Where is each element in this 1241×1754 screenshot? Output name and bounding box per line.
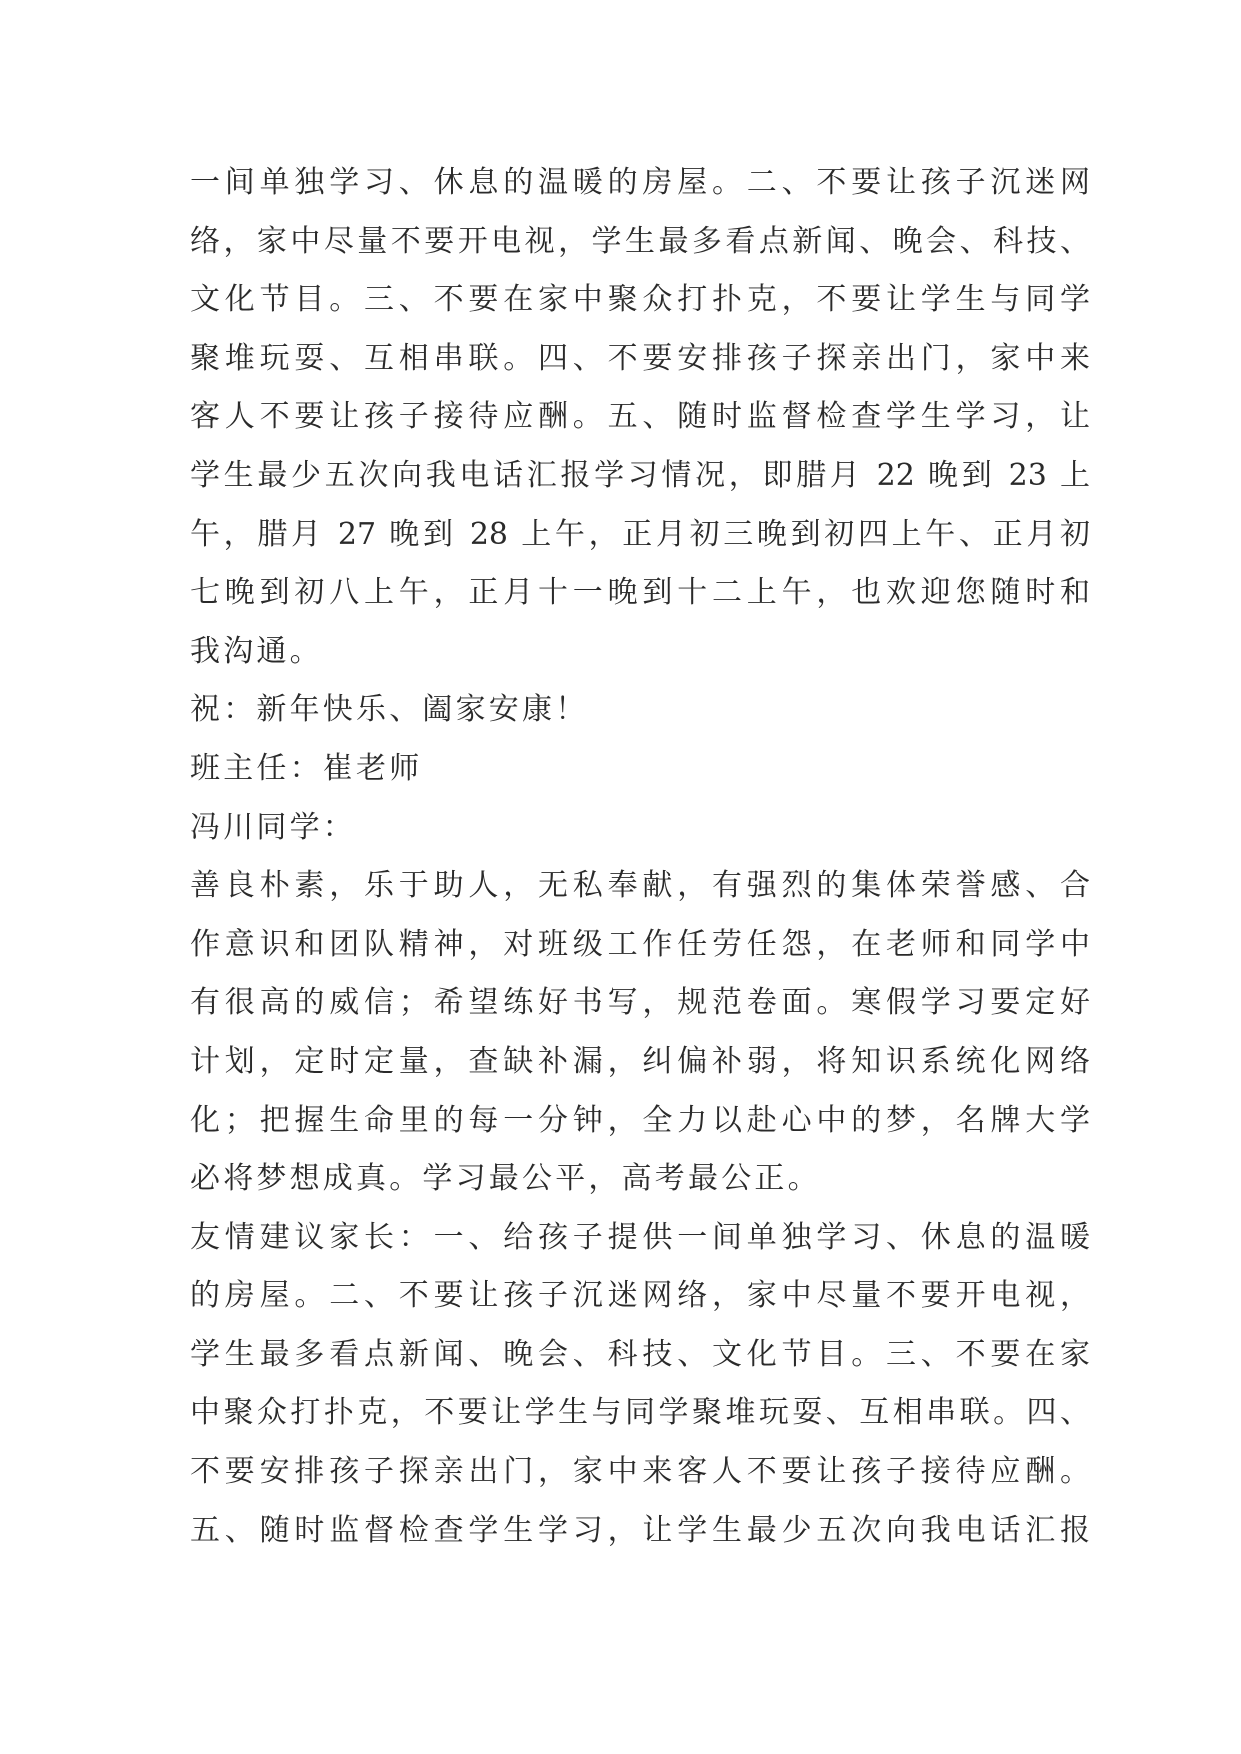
text-line-21: 学生最多看点新闻、晚会、科技、文化节目。三、不要在家: [190, 1336, 1090, 1372]
text-line-14: 作意识和团队精神，对班级工作任劳任怨，在老师和同学中: [190, 926, 1090, 962]
text-line-4: 聚堆玩耍、互相串联。四、不要安排孩子探亲出门，家中来: [190, 340, 1090, 376]
text-line-3: 文化节目。三、不要在家中聚众打扑克，不要让学生与同学: [190, 282, 1090, 318]
student-name-line: 冯川同学：: [190, 809, 356, 845]
text-line-22: 中聚众打扑克，不要让学生与同学聚堆玩耍、互相串联。四、: [190, 1395, 1090, 1431]
text-line-18: 必将梦想成真。学习最公平，高考最公正。: [190, 1161, 821, 1197]
document-body: [190, 154, 1090, 1560]
greeting-line: 祝：新年快乐、阖家安康！: [190, 692, 589, 728]
text-line-1: 一间单独学习、休息的温暖的房屋。二、不要让孩子沉迷网: [190, 165, 1090, 200]
text-line-2: 络，家中尽量不要开电视，学生最多看点新闻、晚会、科技、: [190, 223, 1090, 259]
text-line-15: 有很高的威信；希望练好书写，规范卷面。寒假学习要定好: [190, 985, 1090, 1021]
text-line-7: 午，腊月 27 晚到 28 上午，正月初三晚到初四上午、正月初: [190, 516, 1090, 552]
text-line-16: 计划，定时定量，查缺补漏，纠偏补弱，将知识系统化网络: [190, 1043, 1090, 1079]
text-line-23: 不要安排孩子探亲出门，家中来客人不要让孩子接待应酬。: [190, 1454, 1090, 1490]
text-line-5: 客人不要让孩子接待应酬。五、随时监督检查学生学习，让: [190, 399, 1090, 435]
text-line-9: 我沟通。: [190, 633, 323, 669]
text-line-17: 化；把握生命里的每一分钟，全力以赴心中的梦，名牌大学: [190, 1102, 1090, 1138]
text-line-19: 友情建议家长：一、给孩子提供一间单独学习、休息的温暖: [190, 1219, 1090, 1255]
signature-line: 班主任：崔老师: [190, 750, 423, 786]
text-line-24: 五、随时监督检查学生学习，让学生最少五次向我电话汇报: [190, 1512, 1090, 1548]
text-line-6: 学生最少五次向我电话汇报学习情况，即腊月 22 晚到 23 上: [190, 457, 1090, 493]
text-line-13: 善良朴素，乐于助人，无私奉献，有强烈的集体荣誉感、合: [190, 868, 1090, 904]
text-line-20: 的房屋。二、不要让孩子沉迷网络，家中尽量不要开电视，: [190, 1278, 1090, 1314]
text-line-8: 七晚到初八上午，正月十一晚到十二上午，也欢迎您随时和: [190, 575, 1090, 611]
